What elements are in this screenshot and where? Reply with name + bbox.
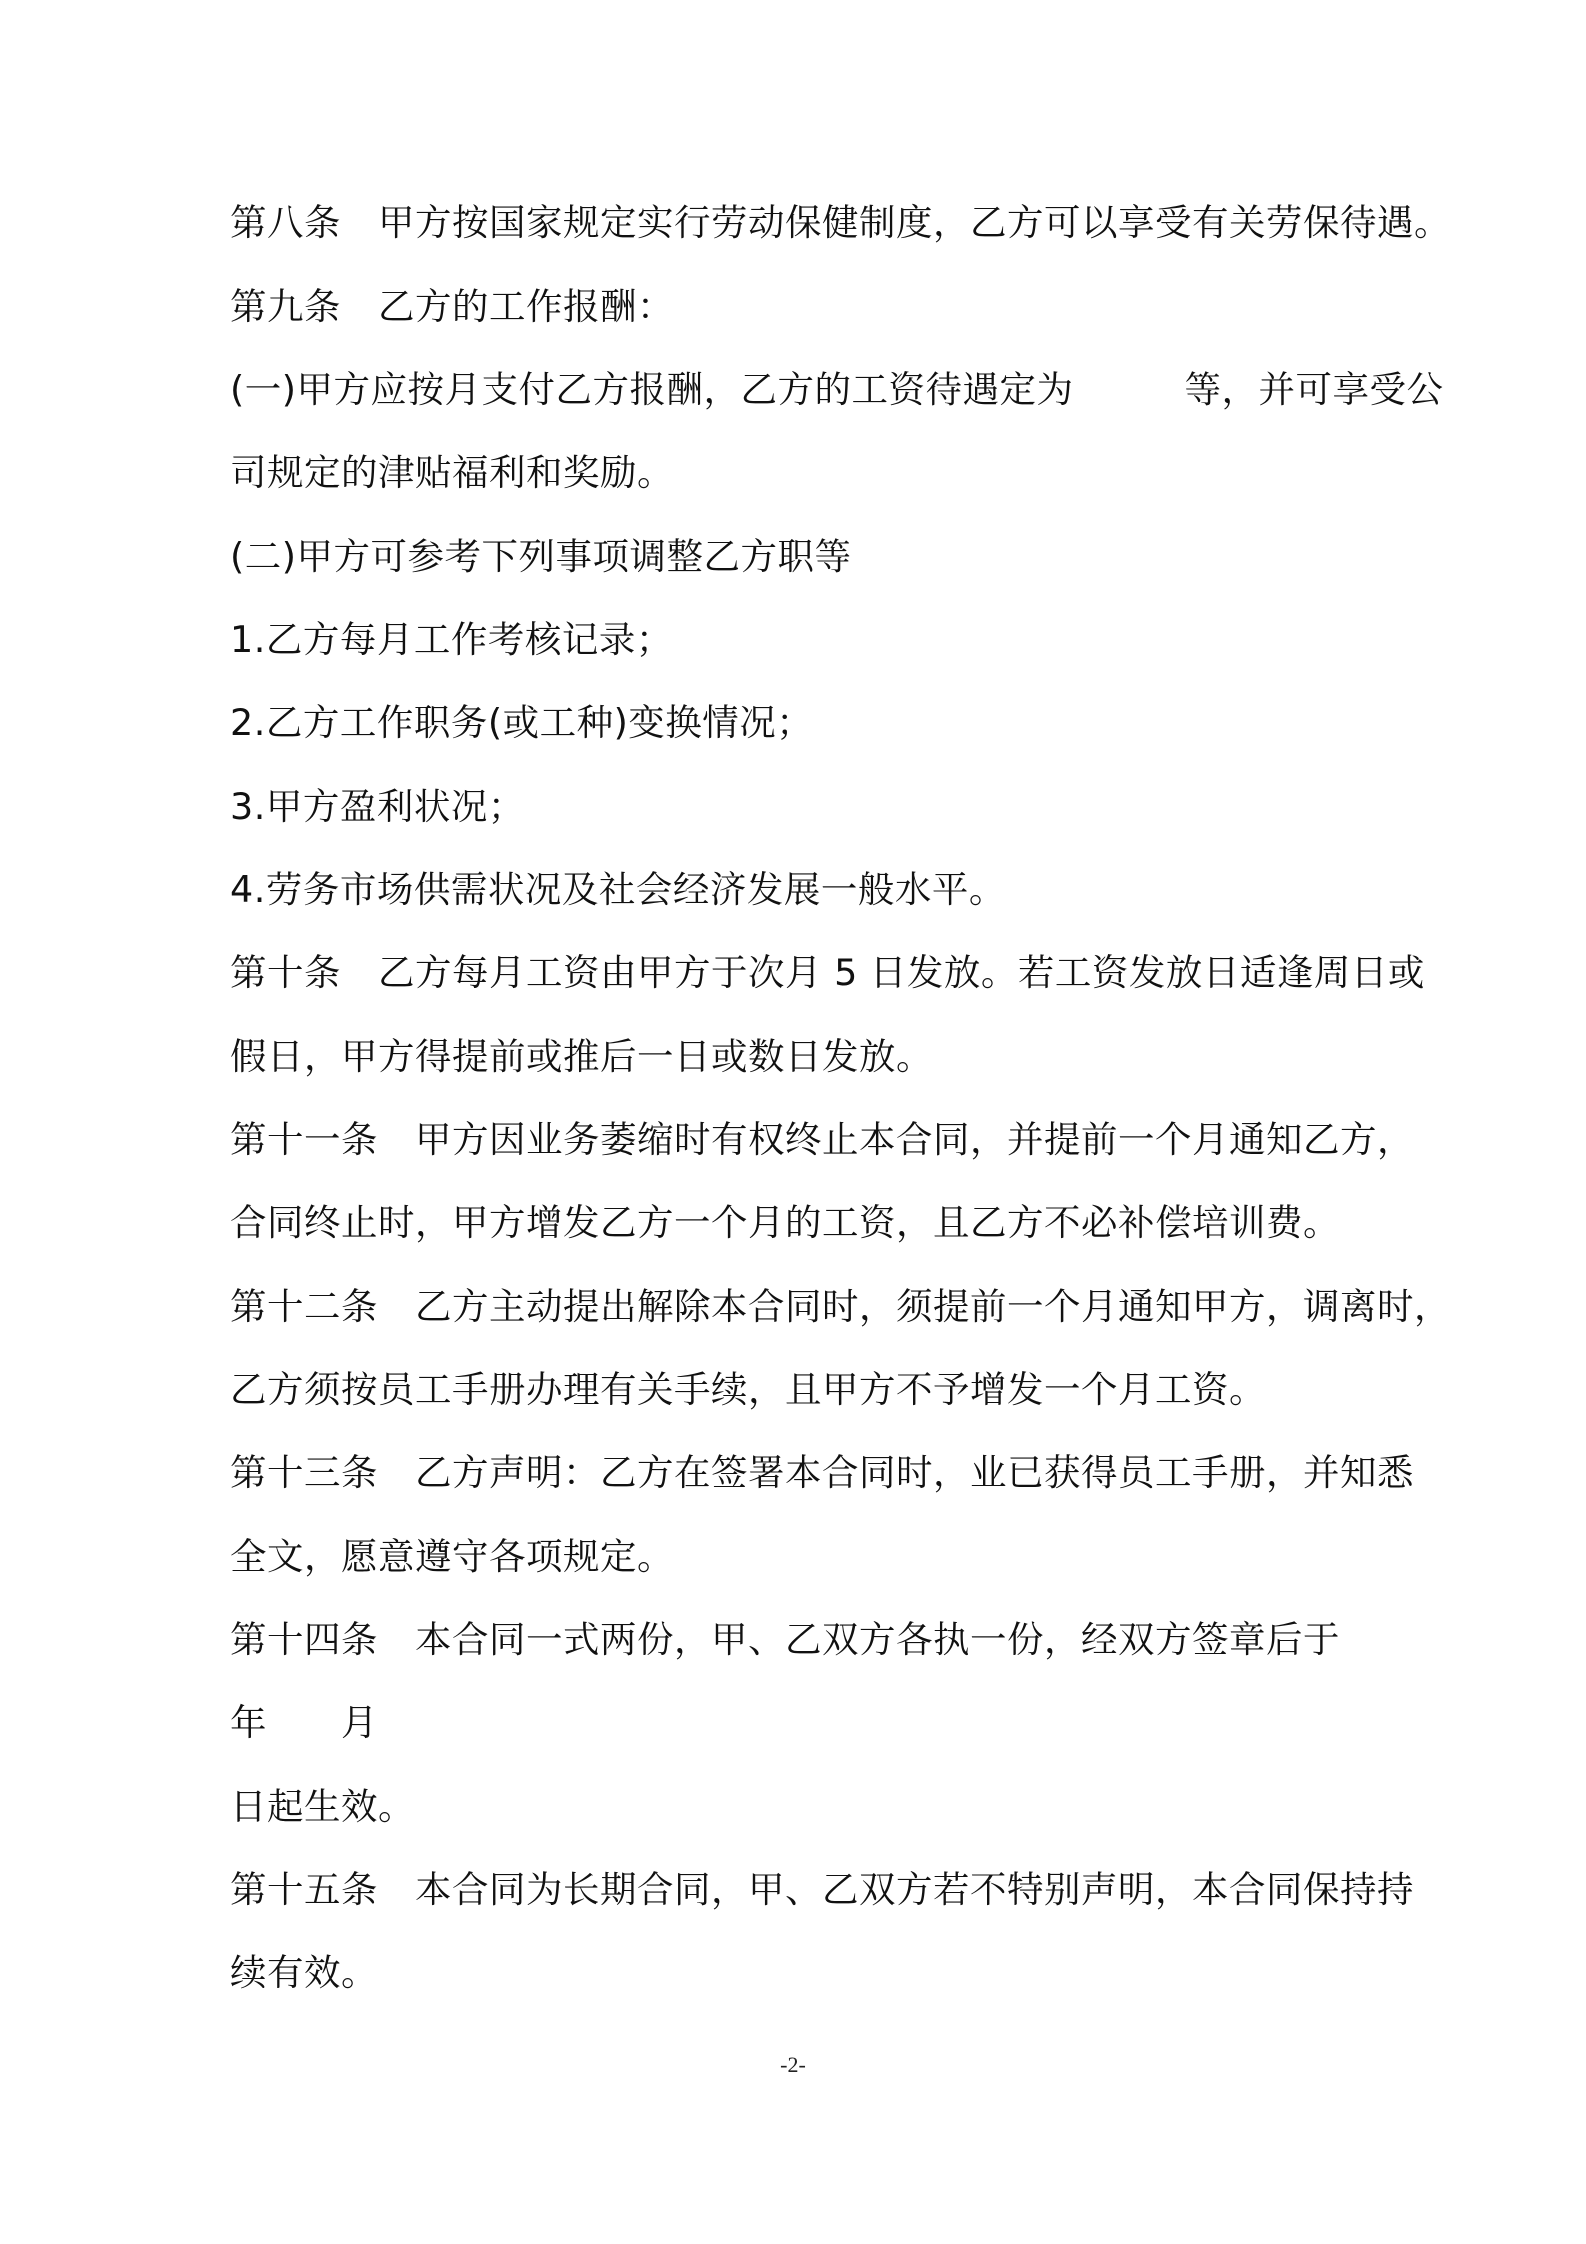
text-line-article-12: 第十二条 乙方主动提出解除本合同时，须提前一个月通知甲方，调离时， xyxy=(230,1285,1451,1328)
text-line-list-item-1: 1.乙方每月工作考核记录； xyxy=(230,618,673,661)
text-line-list-item-3: 3.甲方盈利状况； xyxy=(230,785,525,828)
text-line-article-8: 第八条 甲方按国家规定实行劳动保健制度，乙方可以享受有关劳保待遇。 xyxy=(230,201,1451,244)
text-line-article-9-item-1-cont: 司规定的津贴福利和奖励。 xyxy=(230,451,674,494)
text-line-article-15-cont: 续有效。 xyxy=(230,1951,378,1994)
text-line-article-12-cont: 乙方须按员工手册办理有关手续，且甲方不予增发一个月工资。 xyxy=(230,1368,1266,1411)
text-line-article-13-cont: 全文，愿意遵守各项规定。 xyxy=(230,1535,674,1578)
text-line-list-item-4: 4.劳务市场供需状况及社会经济发展一般水平。 xyxy=(230,868,1006,911)
text-line-article-10-cont: 假日，甲方得提前或推后一日或数日发放。 xyxy=(230,1035,933,1078)
text-line-article-9: 第九条 乙方的工作报酬： xyxy=(230,285,674,328)
text-line-article-14: 第十四条 本合同一式两份，甲、乙双方各执一份，经双方签章后于 xyxy=(230,1618,1340,1661)
text-line-article-9-item-1: (一)甲方应按月支付乙方报酬，乙方的工资待遇定为 等，并可享受公 xyxy=(230,368,1444,411)
text-line-article-14-date: 年 月 xyxy=(230,1701,378,1744)
text-line-article-10: 第十条 乙方每月工资由甲方于次月 5 日发放。若工资发放日适逢周日或 xyxy=(230,951,1425,994)
text-line-article-13: 第十三条 乙方声明：乙方在签署本合同时，业已获得员工手册，并知悉 xyxy=(230,1451,1414,1494)
text-line-article-11: 第十一条 甲方因业务萎缩时有权终止本合同，并提前一个月通知乙方， xyxy=(230,1118,1414,1161)
text-line-article-14-cont: 日起生效。 xyxy=(230,1785,415,1828)
text-line-article-15: 第十五条 本合同为长期合同，甲、乙双方若不特别声明，本合同保持持 xyxy=(230,1868,1414,1911)
page-number: -2- xyxy=(780,2052,806,2077)
text-line-article-9-item-2: (二)甲方可参考下列事项调整乙方职等 xyxy=(230,535,852,578)
text-line-list-item-2: 2.乙方工作职务(或工种)变换情况； xyxy=(230,701,814,744)
text-line-article-11-cont: 合同终止时，甲方增发乙方一个月的工资，且乙方不必补偿培训费。 xyxy=(230,1201,1340,1244)
